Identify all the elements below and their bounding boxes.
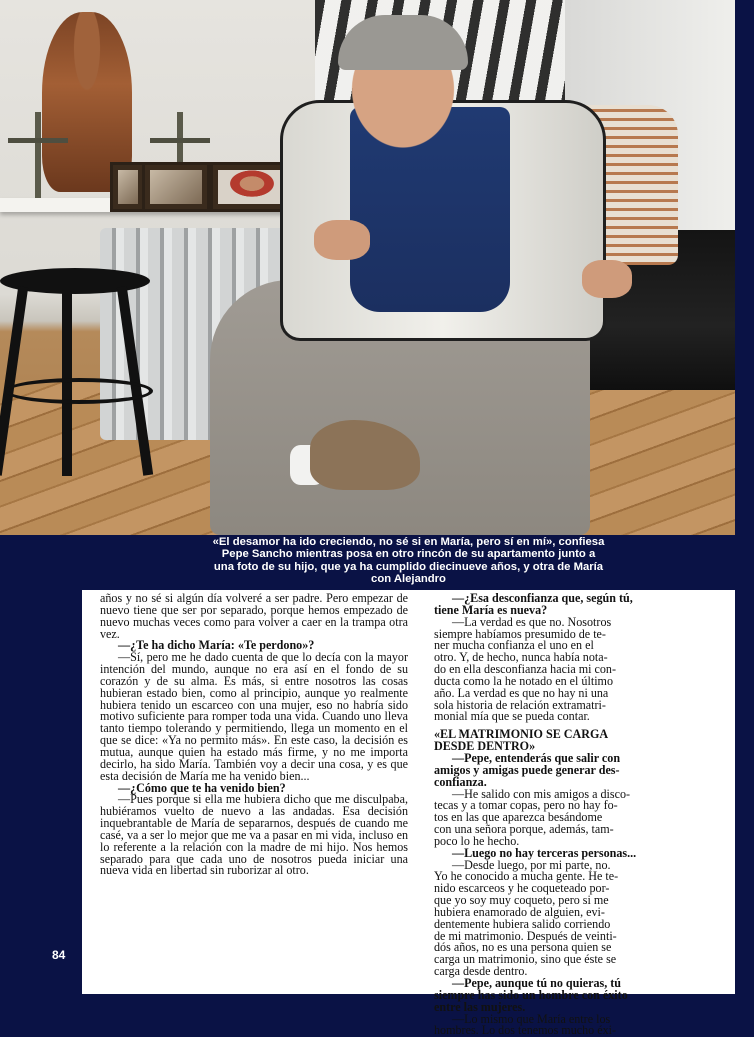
paragraph: hubiera enamorado de alguien, evi-	[434, 904, 605, 919]
paragraph: sola historia de relación extramatri-	[434, 697, 606, 712]
text-column-left	[100, 593, 408, 877]
paragraph: de mi matrimonio. Después de veinti-	[434, 928, 617, 943]
candelabra-left	[8, 112, 68, 198]
paragraph: —¿Cómo que te ha venido bien?	[118, 780, 286, 795]
paragraph: tiene María es nueva?	[434, 602, 548, 617]
paragraph: otro. Y, de hecho, nunca había nota-	[434, 650, 608, 665]
paragraph: dentemente hubiera salido corriendo	[434, 916, 611, 931]
paragraph: carga desde dentro.	[434, 964, 528, 979]
caption-line: con Alejandro	[371, 573, 446, 586]
paragraph: —Pepe, aunque tú no quieras, tú	[452, 976, 622, 990]
paragraph: entre las mujeres.	[434, 999, 526, 1014]
photo-frame-family	[142, 162, 210, 212]
paragraph: nido escarceos y he coqueteado por-	[434, 881, 610, 896]
paragraph: dós años, no es una persona quien se	[434, 940, 612, 955]
paragraph: monial mía que se pueda contar.	[434, 709, 590, 724]
paragraph: siempre habíamos presumido de te-	[434, 626, 606, 641]
paragraph: poco lo he hecho.	[434, 833, 520, 848]
paragraph: que yo soy muy coqueto, pero si me	[434, 893, 609, 908]
page-number: 84	[52, 948, 66, 962]
bar-stool-left	[0, 268, 150, 478]
paragraph: año. La verdad es que no hay ni una	[434, 685, 609, 700]
paragraph: —La verdad es que no. Nosotros	[452, 614, 612, 629]
paragraph: con una señora porque, además, tam-	[434, 822, 614, 837]
paragraph: —¿Esa desconfianza que, según tú,	[452, 591, 633, 605]
paragraph: Yo he conocido a mucha gente. He te-	[434, 869, 619, 884]
article-body	[82, 590, 735, 1037]
photo-frame-small	[110, 162, 146, 212]
photo-caption	[82, 536, 735, 588]
paragraph: —Sí, pero me he dado cuenta de que lo decía con la mayor intención del mundo, aunque no era así en el fondo de su corazón y de su alma. Es más, si entre nosotros las cosas hubieran estado bien, como al principio, aunque yo realmente hubiera tenido un escarceo con una mujer, eso no habría sido motivo suficiente para romper toda una vida. Cuando uno lleva tanto tiempo tolerando y permitiendo, llega un momento en el que se dice: «Ya no permito más». En este caso, la decisión es mutua, aunque quien ha estado más firme, y no me importa decirlo, ha sido María. También voy a decir una cosa, y es que esta decisión de María me ha venido bien...	[100, 650, 408, 783]
paragraph: hombres. Lo dos tenemos mucho éxi-	[434, 1023, 617, 1037]
man-portrait	[210, 15, 680, 535]
paragraph: —¿Te ha dicho María: «Te perdono»?	[118, 638, 315, 653]
paragraph: do en ella desconfianza hacia mi con-	[434, 662, 616, 677]
paragraph: tecas y a tomar copas, pero no hay fo-	[434, 798, 618, 813]
paragraph: siempre has sido un hombre con éxito	[434, 987, 628, 1002]
text-column-right	[434, 593, 754, 1037]
paragraph: —Luego no hay terceras personas...	[452, 845, 637, 860]
paragraph: años y no sé si algún día volveré a ser padre. Pero empezar de nuevo tiene que ser por separado, porque hemos empezado de nuevo muchas veces como para volver a caer en la trampa otra vez.	[100, 591, 408, 641]
paragraph: —Pepe, entenderás que salir con	[452, 750, 621, 765]
paragraph: DESDE DENTRO»	[434, 739, 536, 754]
caption-line: una foto de su hijo, que ya ha cumplido diecinueve años, y otra de María	[213, 560, 604, 573]
paragraph: —He salido con mis amigos a disco-	[452, 786, 631, 801]
paragraph: —Desde luego, por mi parte, no.	[452, 857, 611, 872]
paragraph: —Pues porque si ella me hubiera dicho que me disculpaba, hubiéramos vuelto de nuevo a las andadas. Esa decisión inquebrantable de María de separarnos, después de cuando me casé, va a ser lo mejor que me va a pasar en mi vida, incluso en lo referente a la relación con la madre de mi hijo. Nos hemos separado para que cada uno de nosotros pueda iniciar una nueva vida en libertad sin ruborizar al otro.	[100, 792, 408, 878]
paragraph: amigos y amigas puede generar des-	[434, 762, 620, 777]
paragraph: «EL MATRIMONIO SE CARGA	[434, 727, 609, 742]
paragraph: tos en las que aparezca besándome	[434, 810, 603, 825]
paragraph: ner mucha confianza el uno en el	[434, 638, 594, 653]
paragraph: confianza.	[434, 774, 487, 789]
caption-line: «El desamor ha ido creciendo, no sé si en María, pero sí en mí», confiesa	[212, 536, 605, 548]
paragraph: ducta como la he notado en el último	[434, 673, 614, 688]
paragraph: —Lo mismo que María entre los	[452, 1011, 611, 1026]
paragraph: carga un matrimonio, sino que éste se	[434, 952, 617, 967]
caption-line: Pepe Sancho mientras posa en otro rincón de su apartamento junto a	[221, 548, 596, 561]
